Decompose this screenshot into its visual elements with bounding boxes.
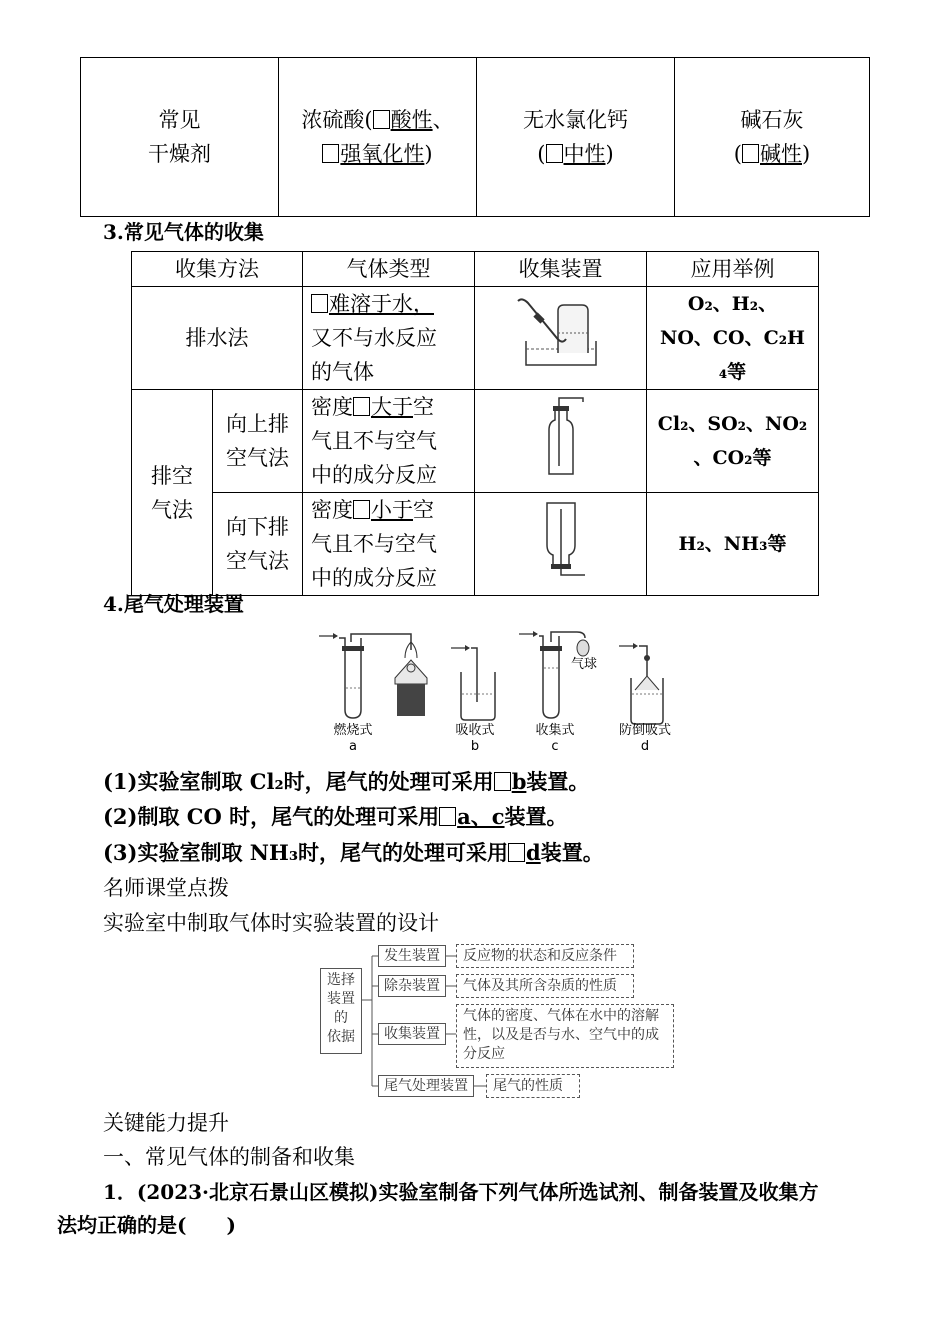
answer-box [742, 144, 759, 163]
ability-heading: 关键能力提升 [103, 1111, 229, 1135]
cell-text: 气法 [151, 497, 193, 522]
balloon-collection-apparatus-icon [519, 631, 589, 718]
question-1-stem-line-2: 法均正确的是( ) [57, 1213, 236, 1237]
answer-text: 碱性 [760, 142, 802, 166]
downward-type-cell [303, 493, 475, 596]
row-label-line-2: 干燥剂 [148, 142, 211, 166]
cell-text: 向上排 [226, 412, 289, 436]
ability-section: 一、常见气体的制备和收集 [103, 1145, 355, 1169]
water-collection-apparatus-icon [516, 293, 606, 373]
question-text: 装置。 [540, 840, 604, 865]
letter-b: b [470, 739, 480, 754]
header-gas-type: 气体类型 [303, 252, 475, 287]
cell-text: 气且不与空气 [311, 429, 437, 453]
air-method-cell [132, 390, 213, 596]
cell-text: 无水氯化钙 [523, 108, 628, 132]
section-3-title: 3.常见气体的收集 [103, 220, 264, 244]
upward-collection-bottle-icon [531, 394, 591, 478]
answer-box [353, 500, 370, 519]
tail-gas-apparatus-figure [315, 628, 685, 758]
burning-apparatus-icon [319, 633, 427, 718]
root-text: 选择 [327, 972, 355, 988]
guide-heading: 名师课堂点拨 [103, 876, 229, 900]
answer-box [373, 110, 390, 129]
answer-text: 大于 [371, 395, 413, 419]
detail-purification: 气体及其所含杂质的性质 [456, 974, 634, 998]
cell-text: O₂、H₂、 [687, 293, 778, 315]
cell-text: NO、CO、C₂H [660, 327, 805, 349]
cell-text: 密度 [311, 498, 353, 522]
guide-subtitle: 实验室中制取气体时实验装置的设计 [103, 911, 439, 935]
answer-box [546, 144, 563, 163]
cell-text: 、 [432, 108, 454, 132]
detail-collection [456, 1004, 674, 1068]
drying-cell-h2so4 [279, 58, 477, 217]
caption-b: 吸收式 [455, 723, 495, 738]
answer-text: 强氧化性 [340, 142, 425, 166]
letter-d: d [640, 739, 650, 754]
question-text: 装置。 [504, 804, 568, 829]
cell-text: 气且不与空气 [311, 532, 437, 556]
device-selection-diagram [320, 942, 680, 1102]
cell-text: 排空 [151, 463, 193, 488]
anti-suckback-apparatus-icon [619, 643, 663, 724]
upward-air-cell [213, 390, 303, 493]
downward-device-cell [475, 493, 647, 596]
gas-collection-table [131, 251, 819, 596]
cell-text: 的气体 [311, 360, 374, 384]
cell-text: 向下排 [226, 515, 289, 539]
cell-text: 空 [413, 498, 434, 522]
cell-text: ₄等 [718, 361, 747, 383]
answer-box [322, 144, 339, 163]
drying-row-label [81, 58, 279, 217]
cell-text: 中的成分反应 [311, 463, 437, 487]
question-2 [103, 802, 568, 832]
upward-example-cell [647, 390, 819, 493]
cell-text: 空 [413, 395, 434, 419]
water-method-cell: 排水法 [132, 287, 303, 390]
answer-box [508, 843, 525, 862]
cell-text: 浓硫酸( [301, 108, 373, 132]
header-examples: 应用举例 [647, 252, 819, 287]
detail-text: 性，以及是否与水、空气中的成 [463, 1027, 659, 1043]
cell-text: ) [605, 142, 614, 166]
detail-text: 气体的密度、气体在水中的溶解 [463, 1008, 659, 1024]
answer-text: 难溶于水， [329, 292, 434, 316]
downward-example-cell: H₂、NH₃等 [647, 493, 819, 596]
answer-box [439, 807, 456, 826]
water-device-cell [475, 287, 647, 390]
upward-device-cell [475, 390, 647, 493]
cell-text: ) [802, 142, 811, 166]
node-purification: 除杂装置 [378, 975, 446, 997]
drying-cell-sodalime [675, 58, 870, 217]
upward-type-cell [303, 390, 475, 493]
answer-text: d [526, 840, 541, 865]
row-label-line-1: 常见 [158, 108, 201, 132]
balloon-label: 气球 [571, 657, 598, 672]
answer-box [353, 397, 370, 416]
node-generation: 发生装置 [378, 945, 446, 967]
question-text: (1)实验室制取 Cl₂时，尾气的处理可采用 [103, 769, 494, 794]
header-method: 收集方法 [132, 252, 303, 287]
answer-text: a、c [457, 804, 505, 829]
node-collection: 收集装置 [378, 1023, 446, 1045]
answer-text: 酸性 [390, 108, 433, 132]
diagram-root [320, 968, 362, 1054]
cell-text: 又不与水反应 [311, 326, 437, 350]
detail-tail-gas: 尾气的性质 [486, 1074, 580, 1098]
cell-text: 空气法 [226, 549, 289, 573]
cell-text: 密度 [311, 395, 353, 419]
question-1-stem-line-1: 1．(2023·北京石景山区模拟)实验室制备下列气体所选试剂、制备装置及收集方 [103, 1180, 819, 1204]
root-text: 装置 [327, 991, 355, 1007]
downward-air-cell [213, 493, 303, 596]
header-device: 收集装置 [475, 252, 647, 287]
cell-text: ) [424, 142, 433, 166]
downward-collection-bottle-icon [531, 497, 591, 581]
question-text: 装置。 [526, 769, 590, 794]
root-text: 的 [334, 1010, 348, 1026]
question-text: (2)制取 CO 时，尾气的处理可采用 [103, 804, 440, 829]
cell-text: ( [537, 142, 546, 166]
drying-cell-cacl2 [477, 58, 675, 217]
water-example-cell [647, 287, 819, 390]
cell-text: 中的成分反应 [311, 566, 437, 590]
question-text: (3)实验室制取 NH₃时，尾气的处理可采用 [103, 840, 509, 865]
caption-d: 防倒吸式 [618, 723, 672, 738]
answer-text: 中性 [563, 142, 606, 166]
question-1 [103, 767, 589, 797]
caption-a: 燃烧式 [333, 723, 373, 738]
absorption-apparatus-icon [451, 645, 495, 720]
drying-agent-table [80, 57, 870, 217]
cell-text: Cl₂、SO₂、NO₂ [657, 413, 808, 435]
cell-text: 碱石灰 [740, 108, 804, 132]
section-4-title: 4.尾气处理装置 [103, 592, 244, 616]
cell-text: 、CO₂等 [693, 447, 772, 469]
root-text: 依据 [327, 1029, 355, 1045]
cell-text: 空气法 [226, 446, 289, 470]
answer-text: b [511, 769, 527, 794]
letter-a: a [349, 739, 357, 754]
water-type-cell [303, 287, 475, 390]
answer-box [311, 294, 328, 313]
caption-c: 收集式 [535, 723, 575, 738]
detail-text: 分反应 [463, 1046, 505, 1062]
detail-generation: 反应物的状态和反应条件 [456, 944, 634, 968]
question-3 [103, 838, 604, 868]
cell-text: ( [733, 142, 742, 166]
answer-box [494, 772, 511, 791]
answer-text: 小于 [371, 498, 413, 522]
letter-c: c [551, 739, 559, 754]
node-tail-gas: 尾气处理装置 [378, 1075, 474, 1097]
